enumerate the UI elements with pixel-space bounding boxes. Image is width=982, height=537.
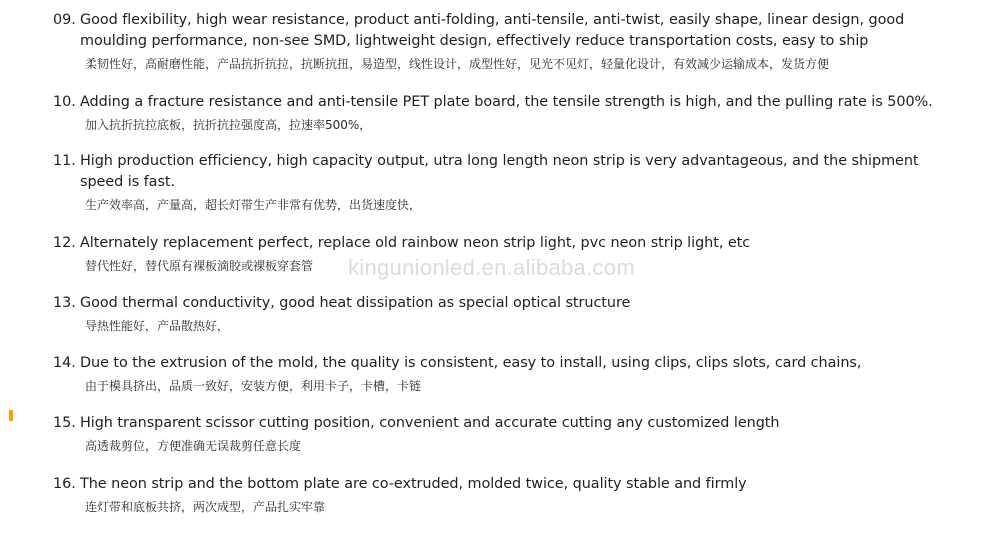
- item-number: 15.: [53, 415, 76, 431]
- list-item-09: [0, 10, 982, 72]
- list-item-15: [0, 413, 982, 454]
- item-english-text: [0, 353, 982, 374]
- item-english-line: Good thermal conductivity, good heat dissipation as special optical structure: [80, 295, 631, 311]
- item-english-text: [0, 10, 982, 52]
- item-english-line: The neon strip and the bottom plate are co-extruded, molded twice, quality stable and firmly: [80, 476, 747, 492]
- item-english-text: [0, 92, 982, 113]
- list-item-11: [0, 151, 982, 213]
- edge-marker: [9, 410, 13, 421]
- item-chinese-text: 由于模具挤出，品质一致好，安装方便，利用卡子，卡槽，卡链: [85, 379, 422, 393]
- item-chinese-text: 柔韧性好，高耐磨性能，产品抗折抗拉，抗断抗扭，易造型，线性设计，成型性好，见光不见灯，轻量化设计，有效减少运输成本，发货方便: [85, 57, 830, 71]
- item-chinese-text: 替代性好，替代原有裸板滴胶或裸板穿套管: [85, 259, 314, 273]
- item-english-line: Adding a fracture resistance and anti-tensile PET plate board, the tensile strength is high, and the pulling rate is 500%.: [80, 94, 933, 110]
- item-chinese-text: 生产效率高，产量高，超长灯带生产非常有优势，出货速度快，: [85, 198, 422, 212]
- item-english-line: speed is fast.: [80, 174, 176, 190]
- item-english-line: High production efficiency, high capacity output, utra long length neon strip is very advantageous, and the shipment: [80, 153, 919, 169]
- item-number: 14.: [53, 355, 76, 371]
- item-english-line: High transparent scissor cutting position, convenient and accurate cutting any customized length: [80, 415, 780, 431]
- list-item-14: [0, 353, 982, 394]
- item-english-text: [0, 233, 982, 254]
- list-item-13: [0, 293, 982, 334]
- item-number: 12.: [53, 235, 76, 251]
- item-number: 09.: [53, 12, 76, 28]
- item-chinese-text: 加入抗折抗拉底板，抗折抗拉强度高，拉速率500%，: [85, 118, 372, 132]
- item-english-text: [0, 293, 982, 314]
- item-english-text: [0, 413, 982, 434]
- list-item-16: [0, 474, 982, 515]
- item-number: 11.: [53, 153, 76, 169]
- item-english-text: [0, 151, 982, 193]
- item-number: 10.: [53, 94, 76, 110]
- item-english-line: Due to the extrusion of the mold, the quality is consistent, easy to install, using clips, clips slots, card chains,: [80, 355, 862, 371]
- item-chinese-text: 导热性能好，产品散热好，: [85, 319, 230, 333]
- item-english-line: Good flexibility, high wear resistance, product anti-folding, anti-tensile, anti-twist, easily shape, linear design, good: [80, 12, 905, 28]
- item-english-text: [0, 474, 982, 495]
- item-chinese-text: 连灯带和底板共挤，两次成型，产品扎实牢靠: [85, 500, 326, 514]
- item-english-line: Alternately replacement perfect, replace old rainbow neon strip light, pvc neon strip light, etc: [80, 235, 751, 251]
- watermark-text: kingunionled.en.alibaba.com: [348, 255, 635, 280]
- item-english-line: moulding performance, non-see SMD, lightweight design, effectively reduce transportation costs, easy to ship: [80, 33, 869, 49]
- item-chinese-text: 高透裁剪位，方便准确无误裁剪任意长度: [85, 439, 302, 453]
- item-number: 13.: [53, 295, 76, 311]
- list-item-10: [0, 92, 982, 133]
- item-number: 16.: [53, 476, 76, 492]
